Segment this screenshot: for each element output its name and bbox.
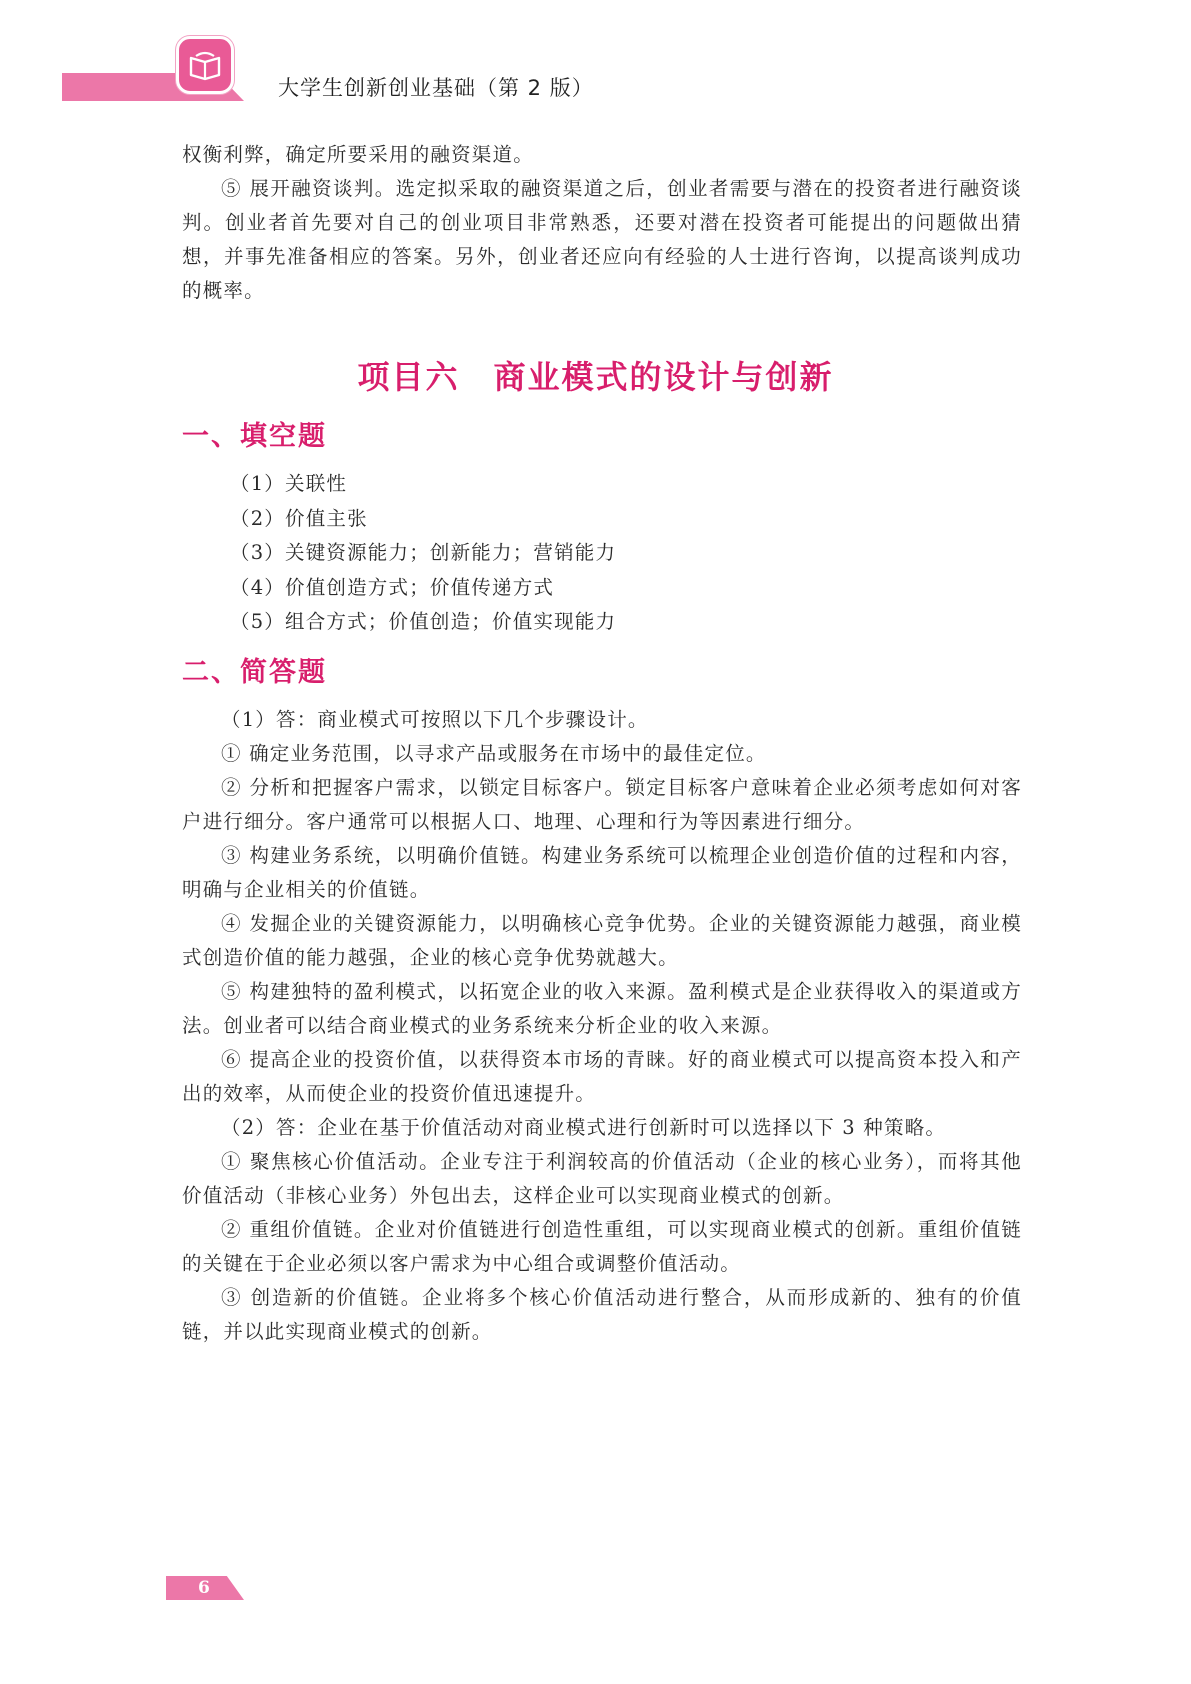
list-item: （2）价值主张: [230, 506, 368, 530]
list-item: （5）组合方式；价值创造；价值实现能力: [230, 610, 617, 633]
answer-paragraph: ② 分析和把握客户需求，以锁定目标客户。锁定目标客户意味着企业必须考虑如何对客户进行细分。客户通常可以根据人口、地理、心理和行为等因素进行细分。: [182, 776, 1022, 833]
answer-paragraph: ① 确定业务范围，以寻求产品或服务在市场中的最佳定位。: [221, 742, 767, 765]
answer-paragraph: ① 聚焦核心价值活动。企业专注于利润较高的价值活动（企业的核心业务），而将其他价值活动（非核心业务）外包出去，这样企业可以实现商业模式的创新。: [182, 1150, 1022, 1207]
answer-paragraph: （1）答：商业模式可按照以下几个步骤设计。: [221, 708, 649, 731]
answer-paragraph: ③ 构建业务系统，以明确价值链。构建业务系统可以梳理企业创造价值的过程和内容，明确与企业相关的价值链。: [182, 844, 1022, 901]
list-item: （3）关键资源能力；创新能力；营销能力: [230, 541, 617, 564]
chapter-title: 项目六 商业模式的设计与创新: [357, 358, 834, 396]
answer-paragraph: ② 重组价值链。企业对价值链进行创造性重组，可以实现商业模式的创新。重组价值链的关键在于企业必须以客户需求为中心组合或调整价值活动。: [182, 1218, 1022, 1275]
answer-paragraph: ④ 发掘企业的关键资源能力，以明确核心竞争优势。企业的关键资源能力越强，商业模式创造价值的能力越强，企业的核心竞争优势就越大。: [182, 912, 1022, 969]
answer-paragraph: ⑤ 构建独特的盈利模式，以拓宽企业的收入来源。盈利模式是企业获得收入的渠道或方法。创业者可以结合商业模式的业务系统来分析企业的收入来源。: [182, 980, 1022, 1037]
intro-text: [182, 138, 1022, 308]
list-item: （4）价值创造方式；价值传递方式: [230, 575, 555, 599]
section-title-short-answer: 二、简答题: [182, 657, 327, 688]
intro-paragraph: 权衡利弊，确定所要采用的融资渠道。: [182, 143, 534, 166]
fill-blank-list: [182, 467, 1022, 640]
book-title: 大学生创新创业基础（第 2 版）: [278, 76, 594, 100]
page-number: 6: [198, 1578, 210, 1598]
section-title-fill-blank: 一、填空题: [182, 421, 327, 452]
short-answer-text: [182, 703, 1022, 1349]
answer-paragraph: （2）答：企业在基于价值活动对商业模式进行创新时可以选择以下 3 种策略。: [221, 1116, 947, 1139]
intro-paragraph: ⑤ 展开融资谈判。选定拟采取的融资渠道之后，创业者需要与潜在的投资者进行融资谈判。创业者首先要对自己的创业项目非常熟悉，还要对潜在投资者可能提出的问题做出猜想，并事先准备相应的答案。另外，创业者还应向有经验的人士进行咨询，以提高谈判成功的概率。: [182, 177, 1022, 302]
open-book-icon: [176, 36, 234, 94]
answer-paragraph: ⑥ 提高企业的投资价值，以获得资本市场的青睐。好的商业模式可以提高资本投入和产出的效率，从而使企业的投资价值迅速提升。: [182, 1048, 1022, 1105]
answer-paragraph: ③ 创造新的价值链。企业将多个核心价值活动进行整合，从而形成新的、独有的价值链，并以此实现商业模式的创新。: [182, 1286, 1022, 1343]
list-item: （1）关联性: [230, 472, 348, 495]
